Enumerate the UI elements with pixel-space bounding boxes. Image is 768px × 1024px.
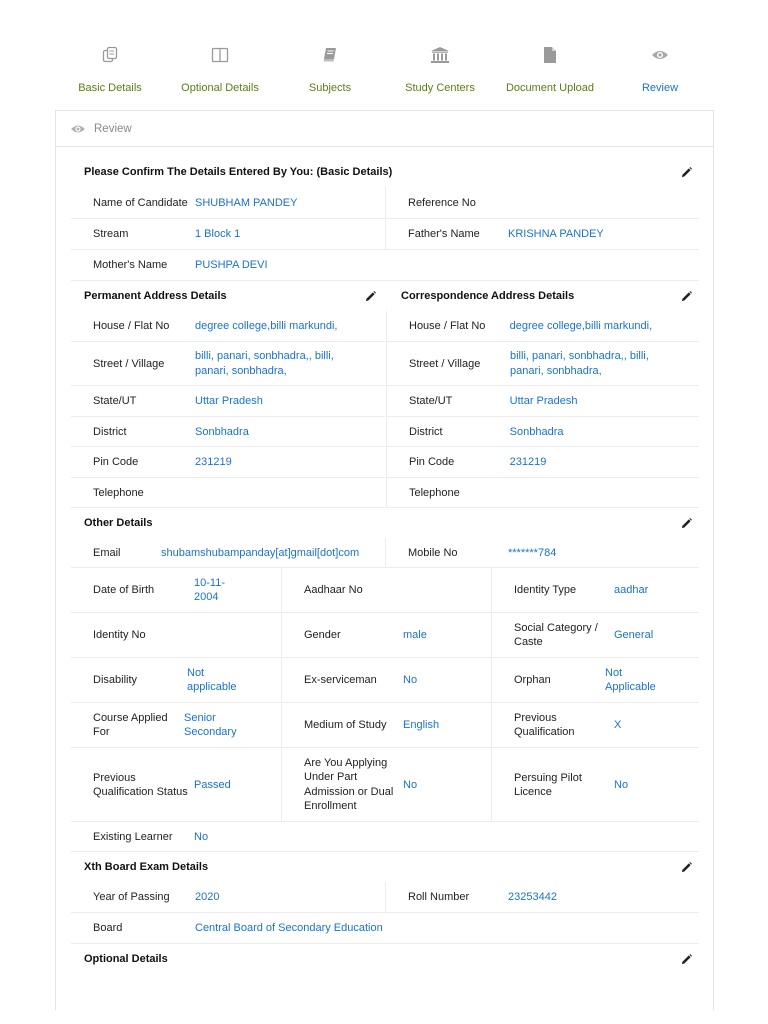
table-row [71, 703, 699, 748]
candidate-name-value: SHUBHAM PANDEY [195, 196, 298, 209]
field-label: State/UT [93, 395, 137, 407]
eye-icon [651, 40, 669, 70]
field-value: Not Applicable [605, 667, 656, 693]
permanent-address-section [71, 281, 385, 508]
section-title: Optional Details [84, 953, 168, 965]
table-row [71, 538, 699, 568]
address-sections [71, 281, 699, 508]
field-label: Street / Village [409, 357, 481, 370]
file-icon [542, 40, 558, 70]
other-details-heading [71, 508, 699, 538]
step-label: Study Centers [405, 82, 475, 94]
table-row [71, 822, 699, 852]
field-label: Date of Birth [93, 584, 155, 596]
field-label: District [93, 425, 127, 438]
field-value: X [614, 719, 622, 731]
edit-basic-details-icon[interactable] [679, 165, 693, 179]
section-title: Please Confirm The Details Entered By You: (Basic Details) [84, 166, 393, 178]
field-value [403, 568, 491, 612]
field-value: aadhar [614, 584, 649, 596]
year-of-passing-value: 2020 [195, 891, 220, 903]
field-label: Are You Applying Under Part Admission or Dual Enrollment [281, 748, 403, 821]
field-value: General [614, 629, 654, 641]
step-label: Subjects [308, 82, 352, 94]
field-label: District [409, 425, 443, 438]
field-label: Mobile No [385, 538, 508, 567]
table-row [386, 386, 699, 417]
field-label: Street / Village [93, 357, 165, 370]
field-label: Aadhaar No [281, 568, 403, 612]
field-value: 231219 [195, 456, 232, 468]
field-value [195, 478, 385, 507]
father-name-value: KRISHNA PANDEY [508, 228, 604, 240]
field-value: No [403, 674, 418, 686]
field-label: Reference No [385, 187, 508, 218]
field-value: 10-11-2004 [194, 577, 225, 603]
field-value: No [403, 778, 418, 791]
section-title: Correspondence Address Details [401, 290, 575, 302]
field-label: Stream [93, 228, 129, 240]
table-row [71, 658, 699, 703]
review-card [55, 110, 714, 1010]
roll-number-value: 23253442 [508, 891, 557, 903]
table-row [386, 342, 699, 386]
table-row [71, 250, 699, 281]
field-label: State/UT [409, 395, 453, 407]
field-label: Previous Qualification Status [93, 771, 188, 798]
institution-icon [430, 40, 450, 70]
field-value: billi, panari, sonbhadra,, billi, panari, sonbhadra, [195, 349, 334, 377]
step-document-upload[interactable] [495, 40, 605, 100]
edit-xth-board-icon[interactable] [679, 860, 693, 874]
table-row [71, 913, 699, 944]
step-review[interactable] [605, 40, 715, 100]
field-label: Mother's Name [93, 259, 168, 271]
clipboard-icon [101, 40, 119, 70]
field-label: Pin Code [409, 456, 455, 468]
section-title: Permanent Address Details [84, 290, 227, 302]
field-value: billi, panari, sonbhadra,, billi, panari, sonbhadra, [510, 349, 649, 377]
columns-icon [211, 40, 229, 70]
field-value: Passed [194, 778, 231, 791]
field-label: Existing Learner [93, 830, 173, 843]
table-row [71, 748, 699, 822]
field-label: Ex-serviceman [281, 658, 403, 702]
field-label: Board [93, 922, 123, 934]
email-value: shubamshubampanday[at]gmail[dot]com [161, 546, 360, 559]
field-label: Roll Number [385, 882, 508, 912]
table-row [71, 386, 385, 417]
table-row [71, 311, 385, 342]
table-row [386, 311, 699, 342]
table-row [71, 219, 699, 250]
field-label: Telephone [93, 486, 144, 499]
stream-value: 1 Block 1 [195, 228, 241, 240]
card-header [56, 111, 713, 147]
table-row [71, 882, 699, 913]
table-row [71, 613, 699, 658]
mother-name-value: PUSHPA DEVI [195, 259, 268, 271]
table-row [71, 187, 699, 219]
field-value: 231219 [509, 456, 547, 468]
step-optional-details[interactable] [165, 40, 275, 100]
review-content [71, 157, 699, 974]
basic-details-heading [71, 157, 699, 187]
table-row [71, 447, 385, 478]
mobile-value: *******784 [508, 546, 557, 559]
edit-optional-details-icon[interactable] [679, 952, 693, 966]
existing-learner-value: No [194, 830, 209, 843]
correspondence-address-heading [386, 281, 699, 311]
section-title: Other Details [84, 517, 153, 529]
field-value: Senior Secondary [184, 712, 237, 738]
xth-board-heading [71, 852, 699, 882]
field-value: Uttar Pradesh [509, 395, 578, 407]
table-row [386, 478, 699, 508]
field-label: Identity No [93, 629, 146, 641]
field-label: Persuing Pilot Licence [491, 748, 614, 821]
section-title: Xth Board Exam Details [84, 861, 209, 873]
field-value: Sonbhadra [509, 425, 564, 438]
table-row [71, 568, 699, 613]
field-label: Email [93, 546, 121, 559]
field-label: Previous Qualification [491, 703, 614, 747]
field-value: degree college,billi markundi, [509, 320, 653, 332]
permanent-address-heading [71, 281, 385, 311]
field-value [194, 613, 281, 657]
edit-permanent-address-icon[interactable] [363, 289, 377, 303]
field-label: Course Applied For [93, 712, 168, 738]
edit-correspondence-address-icon[interactable] [679, 289, 693, 303]
correspondence-address-section [385, 281, 699, 508]
field-label: Gender [281, 613, 403, 657]
step-basic-details[interactable] [55, 40, 165, 100]
edit-other-details-icon[interactable] [679, 516, 693, 530]
table-row [71, 417, 385, 447]
step-subjects[interactable] [275, 40, 385, 100]
field-label: Name of Candidate [93, 196, 188, 209]
field-value: Uttar Pradesh [195, 395, 263, 407]
table-row [71, 478, 385, 508]
table-row [386, 447, 699, 478]
field-label: Pin Code [93, 456, 139, 468]
field-value [510, 478, 699, 507]
step-study-centers[interactable] [385, 40, 495, 100]
field-label: Orphan [491, 658, 605, 702]
step-label: Document Upload [505, 82, 595, 94]
field-value: No [614, 778, 629, 791]
book-icon [321, 40, 339, 70]
step-label: Review [641, 82, 679, 94]
field-value: Sonbhadra [195, 425, 249, 438]
field-label: Telephone [409, 486, 460, 499]
field-label: Year of Passing [93, 891, 170, 903]
field-value: English [403, 719, 440, 731]
optional-details-heading [71, 944, 699, 974]
field-value: degree college,billi markundi, [195, 320, 338, 332]
table-row [386, 417, 699, 447]
progress-stepper [55, 40, 715, 100]
field-value: Not applicable [187, 667, 237, 693]
eye-icon [70, 123, 86, 135]
field-value: male [403, 629, 427, 641]
table-row [71, 342, 385, 386]
field-label: House / Flat No [93, 320, 170, 332]
reference-no-value [508, 187, 699, 218]
field-label: Medium of Study [281, 703, 403, 747]
step-label: Basic Details [78, 82, 142, 94]
card-title: Review [94, 122, 132, 135]
field-label: Social Category / Caste [491, 613, 614, 657]
field-label: Identity Type [491, 568, 614, 612]
field-label: Disability [93, 674, 138, 686]
board-value: Central Board of Secondary Education [195, 922, 383, 934]
field-label: Father's Name [385, 219, 508, 249]
field-label: House / Flat No [409, 320, 486, 332]
step-label: Optional Details [181, 82, 259, 94]
